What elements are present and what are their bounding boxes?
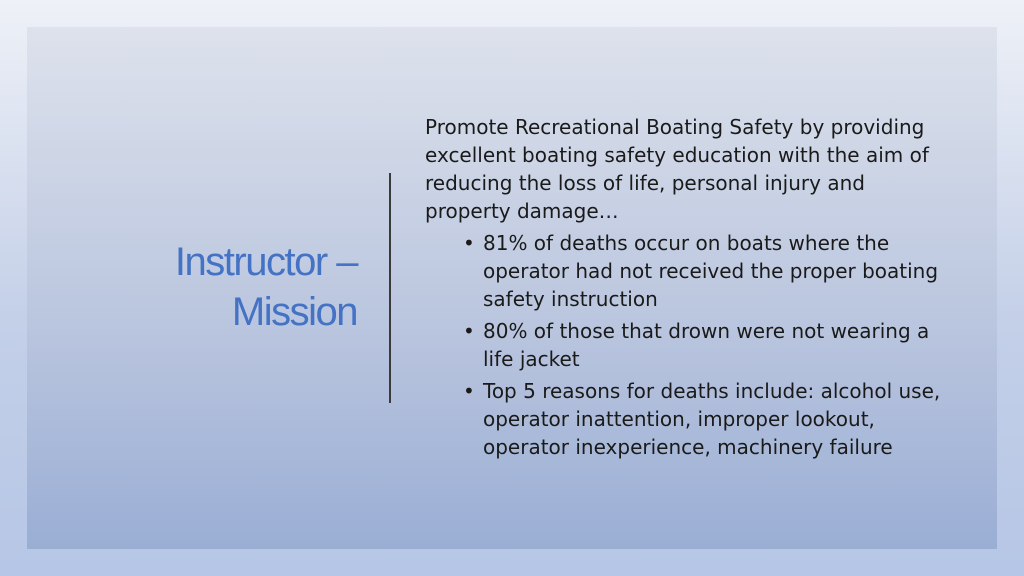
bullet-icon: • [463, 379, 475, 403]
slide-title-line-2: Mission [231, 290, 357, 334]
bullet-text: 80% of those that drown were not wearing a life jacket [483, 319, 930, 371]
bullet-text: 81% of deaths occur on boats where the operator had not received the proper boating safety instruction [483, 231, 939, 311]
bullet-item [463, 317, 955, 373]
intro-paragraph: Promote Recreational Boating Safety by providing excellent boating safety education with the aim of reducing the loss of life, personal injury and property damage… [425, 115, 929, 223]
vertical-divider [389, 173, 391, 403]
bullet-icon: • [463, 231, 475, 255]
bullet-item [463, 377, 955, 461]
slide-body [425, 113, 955, 465]
slide-title [87, 237, 357, 337]
bullet-text: Top 5 reasons for deaths include: alcohol use, operator inattention, improper lookout, operator inexperience, machinery failure [483, 379, 941, 459]
bullet-icon: • [463, 319, 475, 343]
slide-title-line-1: Instructor – [174, 240, 357, 284]
bullet-item [463, 229, 955, 313]
bullet-list [425, 229, 955, 461]
slide [27, 27, 997, 549]
